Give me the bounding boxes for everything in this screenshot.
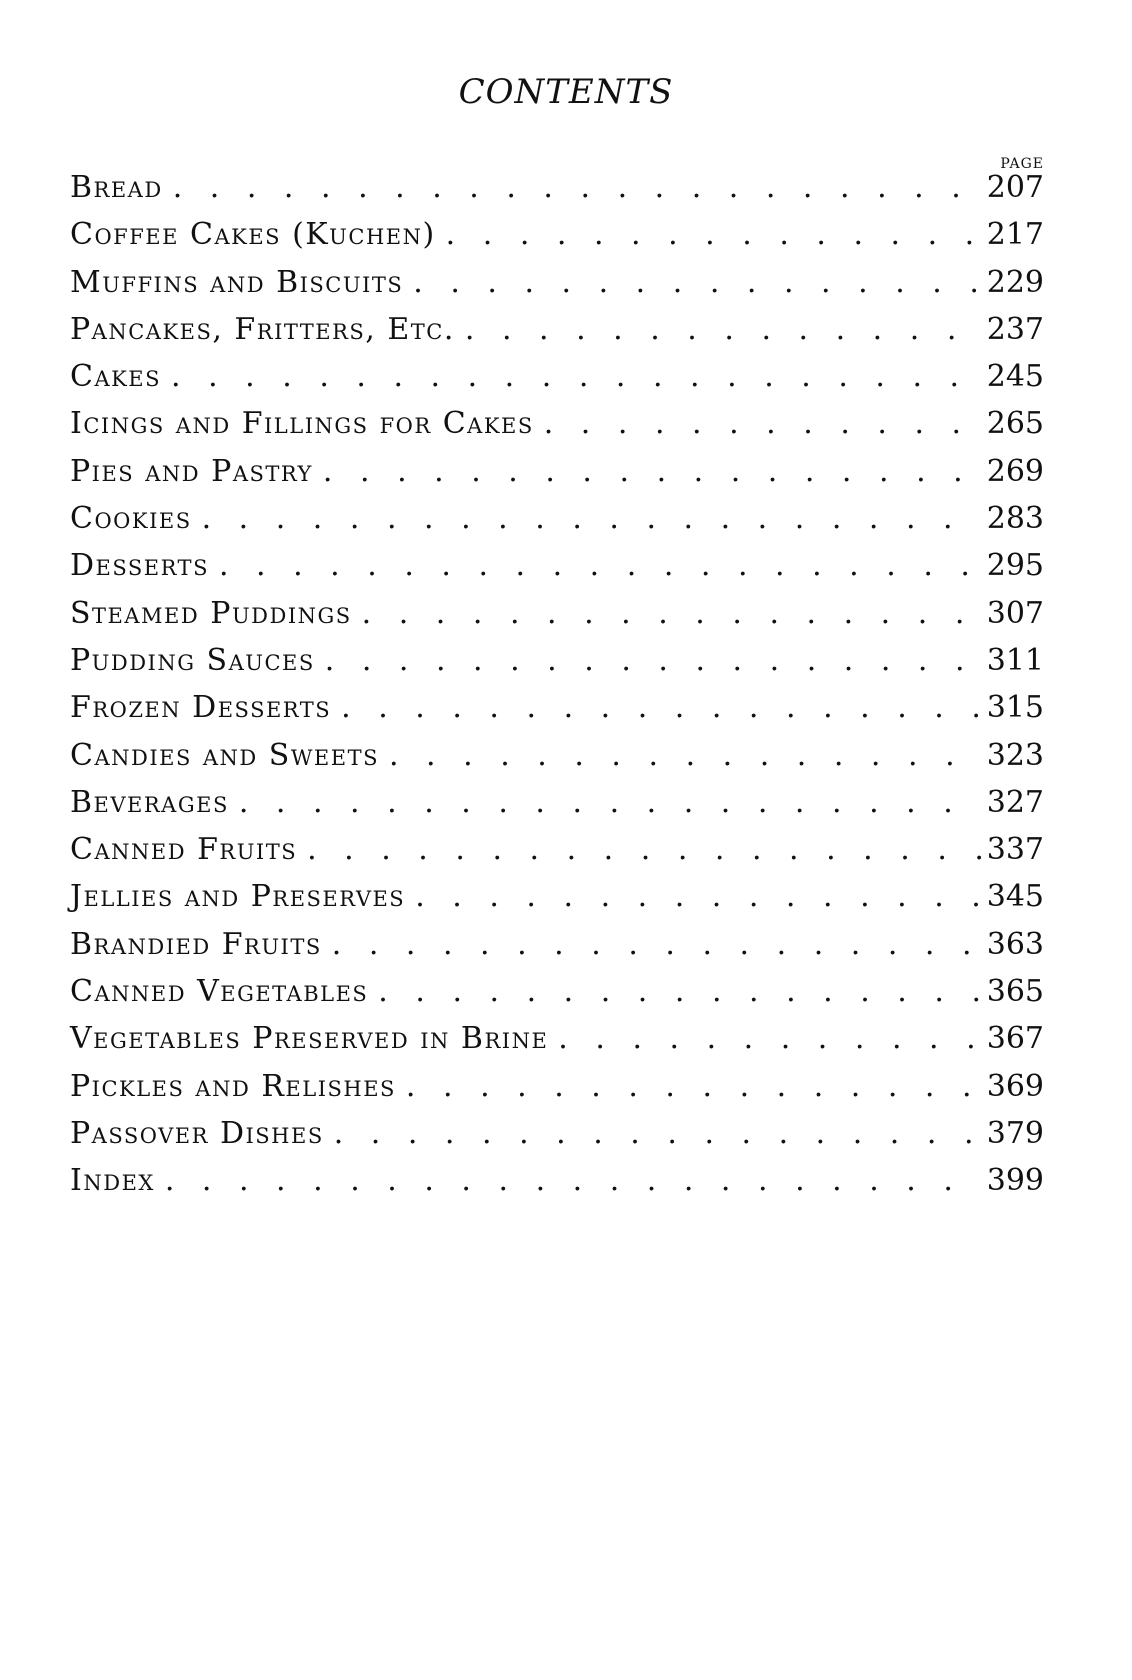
toc-entry [70, 406, 1044, 453]
toc-entry-title: Index [70, 1163, 155, 1199]
toc-entry [70, 217, 1044, 264]
dot-leader [239, 785, 981, 820]
toc-entry-page: 399 [986, 1163, 1044, 1199]
dot-leader [307, 832, 981, 867]
toc-entry-title: Pudding Sauces [70, 642, 315, 678]
toc-entry-title: Passover Dishes [70, 1115, 324, 1151]
toc-entry [70, 501, 1044, 548]
dot-leader [378, 974, 980, 1009]
dot-leader [362, 596, 981, 631]
dot-leader [544, 406, 981, 441]
toc-entry-page: 315 [986, 690, 1044, 726]
toc-entry-title: Candies and Sweets [70, 737, 379, 773]
toc-entry-title: Bread [70, 170, 163, 205]
toc-entry-page: 217 [986, 217, 1044, 253]
toc-entry-page: 229 [986, 264, 1044, 300]
toc-entry-title: Canned Vegetables [70, 974, 369, 1010]
toc-entry-page: 323 [986, 737, 1044, 773]
toc-entry [70, 548, 1044, 595]
dot-leader [446, 217, 981, 252]
toc-entry-title: Frozen Desserts [70, 690, 332, 726]
toc-entry-page: 365 [986, 974, 1044, 1010]
toc-entry-page: 307 [986, 595, 1044, 631]
dot-leader [202, 501, 981, 536]
toc-entry-page: 379 [986, 1115, 1044, 1151]
toc-entry-page: 295 [986, 548, 1044, 584]
toc-entry-page: 345 [986, 879, 1044, 915]
dot-leader [413, 265, 980, 300]
toc-entry [70, 738, 1044, 785]
dot-leader [219, 548, 981, 583]
toc-entry-page: 265 [986, 406, 1044, 442]
toc-entry-title: Coffee Cakes (Kuchen) [70, 217, 436, 253]
toc-entry-title: Beverages [70, 784, 229, 820]
toc-entry [70, 454, 1044, 501]
toc-entry [70, 359, 1044, 406]
toc-entry-page: 283 [986, 501, 1044, 537]
dot-leader [415, 879, 981, 914]
toc-entry [70, 785, 1044, 832]
toc-entry-title: Pickles and Relishes [70, 1068, 396, 1104]
toc-entry [70, 927, 1044, 974]
toc-entry-page: 363 [986, 926, 1044, 962]
toc-entry [70, 1069, 1044, 1116]
toc-entry-title: Desserts [70, 548, 209, 584]
toc-entry-title: Canned Fruits [70, 832, 298, 868]
toc-entry [70, 974, 1044, 1021]
toc-entry-title: Cookies [70, 501, 192, 537]
table-of-contents [70, 170, 1044, 1211]
toc-entry [70, 1021, 1044, 1068]
toc-entry [70, 265, 1044, 312]
page-title: CONTENTS [458, 72, 674, 112]
toc-entry [70, 1116, 1044, 1163]
toc-entry [70, 1163, 1044, 1210]
dot-leader [325, 643, 981, 678]
dot-leader [406, 1069, 981, 1104]
toc-entry-page: 337 [986, 832, 1044, 868]
page-column-label: PAGE [1000, 156, 1044, 172]
dot-leader [465, 312, 981, 347]
toc-entry-page: 369 [986, 1068, 1044, 1104]
dot-leader [558, 1021, 980, 1056]
dot-leader [332, 927, 981, 962]
toc-entry-page: 245 [986, 359, 1044, 395]
toc-entry-page: 311 [986, 642, 1044, 678]
toc-entry [70, 170, 1044, 217]
toc-entry-page: 269 [986, 453, 1044, 489]
toc-entry-title: Icings and Fillings for Cakes [70, 406, 534, 442]
toc-entry-title: Pies and Pastry [70, 453, 313, 489]
dot-leader [173, 170, 981, 205]
toc-entry-title: Vegetables Preserved in Brine [70, 1021, 549, 1057]
toc-entry [70, 879, 1044, 926]
toc-entry-page: 327 [986, 784, 1044, 820]
toc-entry-title: Brandied Fruits [70, 926, 322, 962]
toc-entry [70, 690, 1044, 737]
toc-entry-page: 237 [986, 311, 1044, 347]
dot-leader [165, 1163, 981, 1198]
toc-entry-title: Jellies and Preserves [70, 879, 406, 915]
toc-entry-title: Muffins and Biscuits [70, 264, 404, 300]
dot-leader [341, 690, 981, 725]
dot-leader [323, 454, 981, 489]
dot-leader [334, 1116, 981, 1151]
toc-entry [70, 312, 1044, 359]
toc-entry-title: Pancakes, Fritters, Etc. [70, 311, 455, 347]
toc-entry-page: 367 [986, 1021, 1044, 1057]
toc-entry [70, 832, 1044, 879]
dot-leader [171, 359, 981, 394]
toc-entry-title: Steamed Puddings [70, 595, 352, 631]
toc-entry [70, 643, 1044, 690]
toc-entry-page: 207 [986, 170, 1044, 205]
toc-entry-title: Cakes [70, 359, 162, 395]
toc-entry [70, 596, 1044, 643]
dot-leader [389, 738, 981, 773]
